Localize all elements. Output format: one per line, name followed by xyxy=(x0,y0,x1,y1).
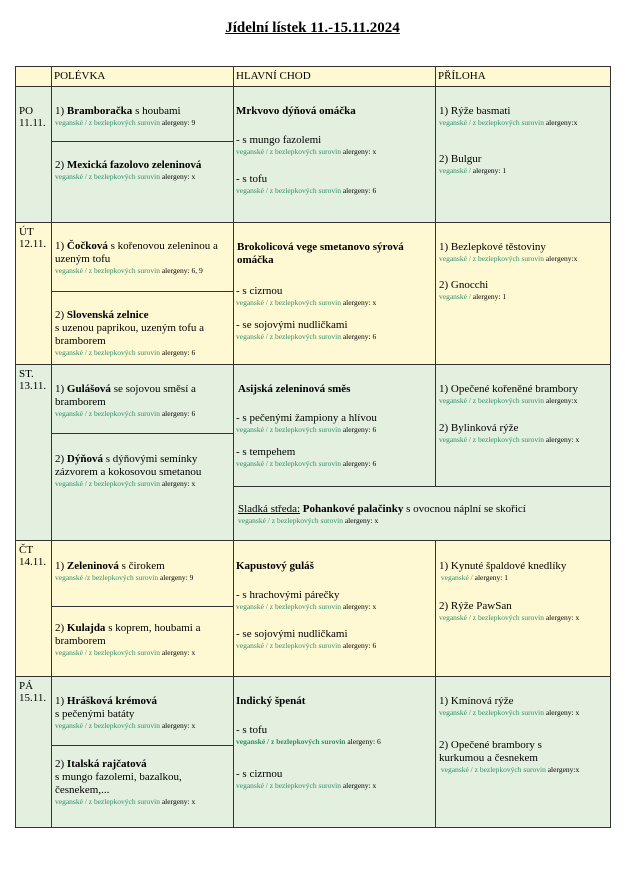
main-option-1: - s cizrnou veganské / z bezlepkových surovin alergeny: x xyxy=(236,285,377,307)
main-dish: Brokolicová vege smetanovo sýrová omáčka xyxy=(237,241,404,266)
day-label: ČT 14.11. xyxy=(19,544,47,568)
header-main: HLAVNÍ CHOD xyxy=(236,70,311,82)
side-1: 1) Kmínová rýže veganské / z bezlepkových surovin alergeny: x xyxy=(439,695,580,717)
page-title: Jídelní lístek 11.-15.11.2024 xyxy=(225,20,400,36)
side-2: 2) Rýže PawSan veganské / z bezlepkových surovin alergeny: x xyxy=(439,600,580,622)
side-2: 2) Opečené brambory s kurkumou a česnekem veganské / z bezlepkových surovin alergeny:x xyxy=(439,739,580,774)
day-label: PO 11.11. xyxy=(19,105,46,129)
soup-1: 1) Gulášová se sojovou směsí a bramborem veganské / z bezlepkových surovin alergeny: 6 xyxy=(55,383,196,418)
soup-2: 2) Dýňová s dýňovými semínky zázvorem a kokosovou smetanou veganské / z bezlepkových surovin alergeny: x xyxy=(55,453,202,488)
soup-2: 2) Mexická fazolovo zeleninová veganské / z bezlepkových surovin alergeny: x xyxy=(55,159,202,181)
side-1: 1) Opečené kořeněné brambory veganské / z bezlepkových surovin alergeny:x xyxy=(439,383,578,405)
main-option-2: - s tofu veganské / z bezlepkových surovin alergeny: 6 xyxy=(236,173,377,195)
day-label: PÁ 15.11. xyxy=(19,680,47,704)
main-option-2: - s cizrnou veganské / z bezlepkových surovin alergeny: x xyxy=(236,768,377,790)
main-dish: Indický špenát xyxy=(236,695,306,707)
side-2: 2) Bulgur veganské / alergeny: 1 xyxy=(439,153,507,175)
side-2: 2) Gnocchi veganské / alergeny: 1 xyxy=(439,279,507,301)
soup-2: 2) Italská rajčatová s mungo fazolemi, bazalkou, česnekem,... veganské / z bezlepkových surovin alergeny: x xyxy=(55,758,196,806)
main-dish: Mrkvovo dýňová omáčka xyxy=(236,105,356,117)
menu-table xyxy=(15,66,611,828)
main-option-2: - s tempehem veganské / z bezlepkových surovin alergeny: 6 xyxy=(236,446,377,468)
soup-2: 2) Slovenská zelnice s uzenou paprikou, uzeným tofu a bramborem veganské / z bezlepkových surovin alergeny: 6 xyxy=(55,309,205,357)
side-2: 2) Bylinková rýže veganské / z bezlepkových surovin alergeny: x xyxy=(439,422,580,444)
side-1: 1) Rýže basmati veganské / z bezlepkových surovin alergeny:x xyxy=(439,105,578,127)
side-1: 1) Kynuté špaldové knedlíky veganské / alergeny: 1 xyxy=(439,560,567,582)
soup-2: 2) Kulajda s koprem, houbami a bramborem veganské / z bezlepkových surovin alergeny: x xyxy=(55,622,201,657)
main-option-2: - se sojovými nudličkami veganské / z bezlepkových surovin alergeny: 6 xyxy=(236,628,377,650)
main-dish: Asijská zeleninová směs xyxy=(238,383,351,395)
main-option-1: - s tofu veganské / z bezlepkových surovin alergeny: 6 xyxy=(236,724,381,746)
header-side: PŘÍLOHA xyxy=(438,70,486,82)
main-dish: Kapustový guláš xyxy=(236,560,314,572)
day-label: ÚT 12.11. xyxy=(19,226,47,250)
side-1: 1) Bezlepkové těstoviny veganské / z bezlepkových surovin alergeny:x xyxy=(439,241,578,263)
soup-1: 1) Čočková s kořenovou zeleninou a uzeným tofu veganské / z bezlepkových surovin alergeny: 6, 9 xyxy=(55,240,218,275)
soup-1: 1) Zeleninová s čirokem veganské /z bezlepkových surovin alergeny: 9 xyxy=(55,560,194,582)
header-soup: POLÉVKA xyxy=(54,70,106,82)
special-dish: Sladká středa: Pohankové palačinky s ovocnou náplní se skořicí veganské / z bezlepkových surovin alergeny: x xyxy=(238,503,526,525)
soup-1: 1) Bramboračka s houbami veganské / z bezlepkových surovin alergeny: 9 xyxy=(55,105,196,127)
main-option-1: - s mungo fazolemi veganské / z bezlepkových surovin alergeny: x xyxy=(236,134,377,156)
main-option-2: - se sojovými nudličkami veganské / z bezlepkových surovin alergeny: 6 xyxy=(236,319,377,341)
main-option-1: - s pečenými žampiony a hlívou veganské / z bezlepkových surovin alergeny: 6 xyxy=(236,412,377,434)
soup-1: 1) Hrášková krémová s pečenými batáty veganské / z bezlepkových surovin alergeny: x xyxy=(55,695,196,730)
day-label: ST. 13.11. xyxy=(19,368,47,392)
main-option-1: - s hrachovými párečky veganské / z bezlepkových surovin alergeny: x xyxy=(236,589,377,611)
